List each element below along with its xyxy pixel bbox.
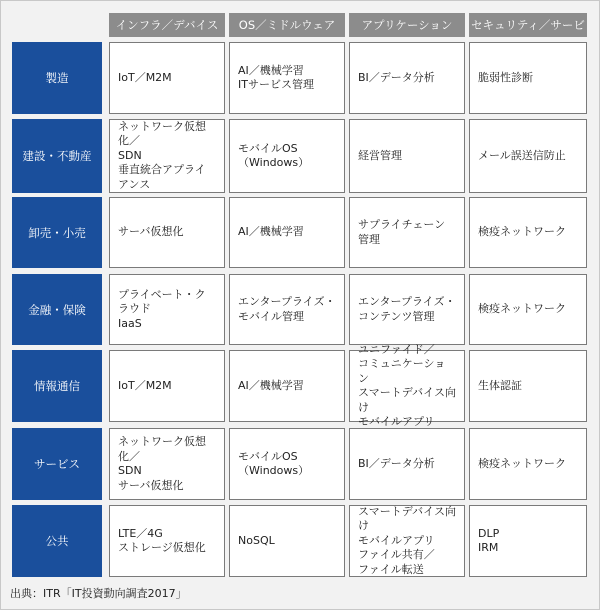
table-cell: メール誤送信防止 bbox=[469, 119, 587, 193]
table-cell: エンタープライズ・ コンテンツ管理 bbox=[349, 274, 465, 345]
table-cell: AI／機械学習 ITサービス管理 bbox=[229, 42, 345, 114]
row-label-public: 公共 bbox=[12, 505, 102, 577]
table-cell: LTE／4G ストレージ仮想化 bbox=[109, 505, 225, 577]
table-cell: ユニファイド／ コミュニケーション スマートデバイス向け モバイルアプリ bbox=[349, 350, 465, 422]
column-header-infra: インフラ／デバイス bbox=[109, 13, 225, 37]
table-cell: BI／データ分析 bbox=[349, 428, 465, 500]
source-note: 出典：ITR「IT投資動向調査2017」 bbox=[10, 587, 187, 600]
row-label-it: 情報通信 bbox=[12, 350, 102, 422]
table-cell: IoT／M2M bbox=[109, 42, 225, 114]
table-cell: DLP IRM bbox=[469, 505, 587, 577]
table-cell: 検疫ネットワーク bbox=[469, 197, 587, 268]
table-cell: IoT／M2M bbox=[109, 350, 225, 422]
table-cell: 検疫ネットワーク bbox=[469, 428, 587, 500]
table-cell: 生体認証 bbox=[469, 350, 587, 422]
table-cell: サーバ仮想化 bbox=[109, 197, 225, 268]
table-cell: NoSQL bbox=[229, 505, 345, 577]
table-cell: エンタープライズ・ モバイル管理 bbox=[229, 274, 345, 345]
row-label-finance: 金融・保険 bbox=[12, 274, 102, 345]
table-cell: ネットワーク仮想化／ SDN サーバ仮想化 bbox=[109, 428, 225, 500]
table-cell: BI／データ分析 bbox=[349, 42, 465, 114]
column-header-app: アプリケーション bbox=[349, 13, 465, 37]
table-cell: モバイルOS （Windows） bbox=[229, 119, 345, 193]
row-label-construction: 建設・不動産 bbox=[12, 119, 102, 193]
table-cell: ネットワーク仮想化／ SDN 垂直統合アプライ アンス bbox=[109, 119, 225, 193]
table-cell: 脆弱性診断 bbox=[469, 42, 587, 114]
row-label-manufacturing: 製造 bbox=[12, 42, 102, 114]
table-cell: 検疫ネットワーク bbox=[469, 274, 587, 345]
row-label-services: サービス bbox=[12, 428, 102, 500]
table-cell: サプライチェーン管理 bbox=[349, 197, 465, 268]
table-cell: プライベート・クラウド IaaS bbox=[109, 274, 225, 345]
table-cell: モバイルOS （Windows） bbox=[229, 428, 345, 500]
table-cell: スマートデバイス向け モバイルアプリ ファイル共有／ ファイル転送 bbox=[349, 505, 465, 577]
column-header-security: セキュリティ／サービ bbox=[469, 13, 587, 37]
table-cell: AI／機械学習 bbox=[229, 197, 345, 268]
row-label-retail: 卸売・小売 bbox=[12, 197, 102, 268]
table-cell: 経営管理 bbox=[349, 119, 465, 193]
table-cell: AI／機械学習 bbox=[229, 350, 345, 422]
column-header-os: OS／ミドルウェア bbox=[229, 13, 345, 37]
